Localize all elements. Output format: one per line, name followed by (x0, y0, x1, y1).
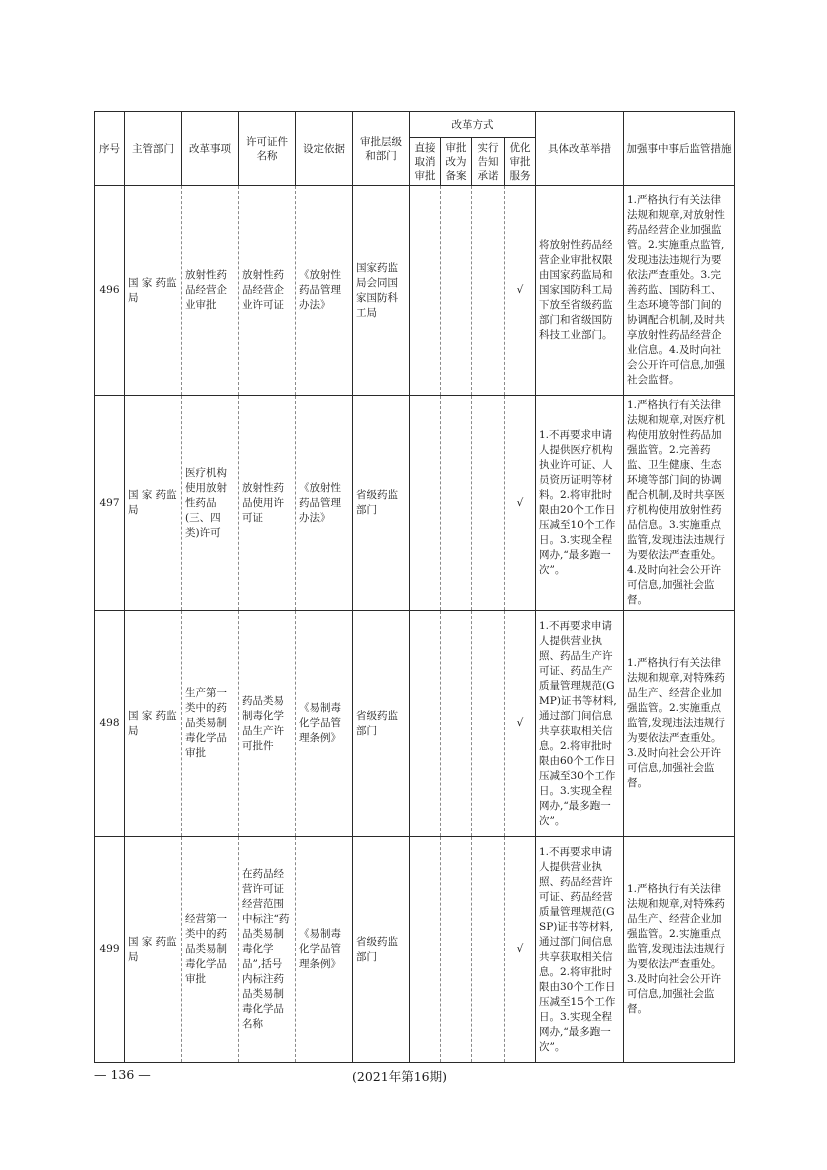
row-method-cancel (410, 837, 441, 1063)
row-level: 省级药监部门 (353, 611, 410, 837)
row-item: 放射性药品经营企业审批 (182, 186, 239, 396)
table-row (95, 396, 735, 611)
row-method-filing (441, 837, 472, 1063)
row-supervision: 1.严格执行有关法律法规和规章,对放射性药品经营企业加强监管。2.实施重点监管,发现违法违规行为要依法严查重处。3.完善药监、国防科工、生态环境等部门间的协调配合机制,及时共享放射性药品经营企业信息。4.及时向社会公开许可信息,加强社会监督。 (624, 186, 735, 396)
row-basis: 《易制毒化学品管理条例》 (296, 837, 353, 1063)
row-license: 在药品经营许可证经营范围中标注“药品类易制毒化学品”,括号内标注药品类易制毒化学品名称 (239, 837, 296, 1063)
table-row (95, 186, 735, 396)
header-basis: 设定依据 (296, 112, 353, 186)
row-seq: 497 (95, 396, 125, 611)
row-dept: 国 家 药监局 (125, 611, 182, 837)
row-item: 生产第一类中的药品类易制毒化学品审批 (182, 611, 239, 837)
row-level: 省级药监部门 (353, 396, 410, 611)
row-seq: 498 (95, 611, 125, 837)
header-seq: 序号 (95, 112, 125, 186)
row-dept: 国 家 药监局 (125, 396, 182, 611)
header-measures: 具体改革举措 (536, 112, 624, 186)
row-basis: 《放射性药品管理办法》 (296, 186, 353, 396)
row-level: 省级药监部门 (353, 837, 410, 1063)
row-license: 放射性药品经营企业许可证 (239, 186, 296, 396)
header-method-group: 改革方式 (410, 112, 536, 138)
header-method-notify: 实行告知承诺 (472, 138, 505, 186)
row-method-cancel (410, 396, 441, 611)
row-supervision: 1.严格执行有关法律法规和规章,对特殊药品生产、经营企业加强监管。2.实施重点监管,发现违法违规行为要依法严查重处。3.及时向社会公开许可信息,加强社会监督。 (624, 611, 735, 837)
header-level: 审批层级和部门 (353, 112, 410, 186)
row-item: 经营第一类中的药品类易制毒化学品审批 (182, 837, 239, 1063)
header-method-cancel: 直接取消审批 (410, 138, 441, 186)
row-method-optimize-check: √ (505, 837, 536, 1063)
row-method-filing (441, 611, 472, 837)
row-supervision: 1.严格执行有关法律法规和规章,对医疗机构使用放射性药品加强监管。2.完善药监、卫生健康、生态环境等部门间的协调配合机制,及时共享医疗机构使用放射性药品信息。3.实施重点监管,发现违法违规行为要依法严查重处。4.及时向社会公开许可信息,加强社会监督。 (624, 396, 735, 611)
page-number: — 136 — (94, 1067, 151, 1082)
header-license: 许可证件名称 (239, 112, 296, 186)
row-method-notify (472, 837, 505, 1063)
row-dept: 国 家 药监局 (125, 837, 182, 1063)
header-method-filing: 审批改为备案 (441, 138, 472, 186)
header-supervision: 加强事中事后监管措施 (624, 112, 735, 186)
row-method-notify (472, 396, 505, 611)
issue-label: (2021年第16期) (352, 1069, 447, 1084)
header-item: 改革事项 (182, 112, 239, 186)
row-method-optimize-check: √ (505, 186, 536, 396)
row-dept: 国 家 药监局 (125, 186, 182, 396)
row-measures: 将放射性药品经营企业审批权限由国家药监局和国家国防科工局下放至省级药监部门和省级国防科技工业部门。 (536, 186, 624, 396)
row-supervision: 1.严格执行有关法律法规和规章,对特殊药品生产、经营企业加强监管。2.实施重点监管,发现违法违规行为要依法严查重处。3.及时向社会公开许可信息,加强社会监督。 (624, 837, 735, 1063)
row-basis: 《放射性药品管理办法》 (296, 396, 353, 611)
row-method-cancel (410, 186, 441, 396)
reform-table (94, 111, 735, 1063)
row-method-notify (472, 611, 505, 837)
header-method-optimize: 优化审批服务 (505, 138, 536, 186)
row-measures: 1.不再要求申请人提供营业执照、药品生产许可证、药品生产质量管理规范(GMP)证书等材料,通过部门间信息共享获取相关信息。2.将审批时限由60个工作日压减至30个工作日。3.实现全程网办,“最多跑一次”。 (536, 611, 624, 837)
row-method-cancel (410, 611, 441, 837)
row-seq: 496 (95, 186, 125, 396)
row-method-optimize-check: √ (505, 611, 536, 837)
row-method-notify (472, 186, 505, 396)
row-method-optimize-check: √ (505, 396, 536, 611)
row-item: 医疗机构使用放射性药品(三、四类)许可 (182, 396, 239, 611)
row-license: 药品类易制毒化学品生产许可批件 (239, 611, 296, 837)
table-row (95, 837, 735, 1063)
row-measures: 1.不再要求申请人提供医疗机构执业许可证、人员资历证明等材料。2.将审批时限由20个工作日压减至10个工作日。3.实现全程网办,“最多跑一次”。 (536, 396, 624, 611)
header-dept: 主管部门 (125, 112, 182, 186)
row-basis: 《易制毒化学品管理条例》 (296, 611, 353, 837)
row-measures: 1.不再要求申请人提供营业执照、药品经营许可证、药品经营质量管理规范(GSP)证书等材料,通过部门间信息共享获取相关信息。2.将审批时限由30个工作日压减至15个工作日。3.实现全程网办,“最多跑一次”。 (536, 837, 624, 1063)
row-method-filing (441, 396, 472, 611)
row-level: 国家药监局会同国家国防科工局 (353, 186, 410, 396)
row-seq: 499 (95, 837, 125, 1063)
row-method-filing (441, 186, 472, 396)
row-license: 放射性药品使用许可证 (239, 396, 296, 611)
table-row (95, 611, 735, 837)
